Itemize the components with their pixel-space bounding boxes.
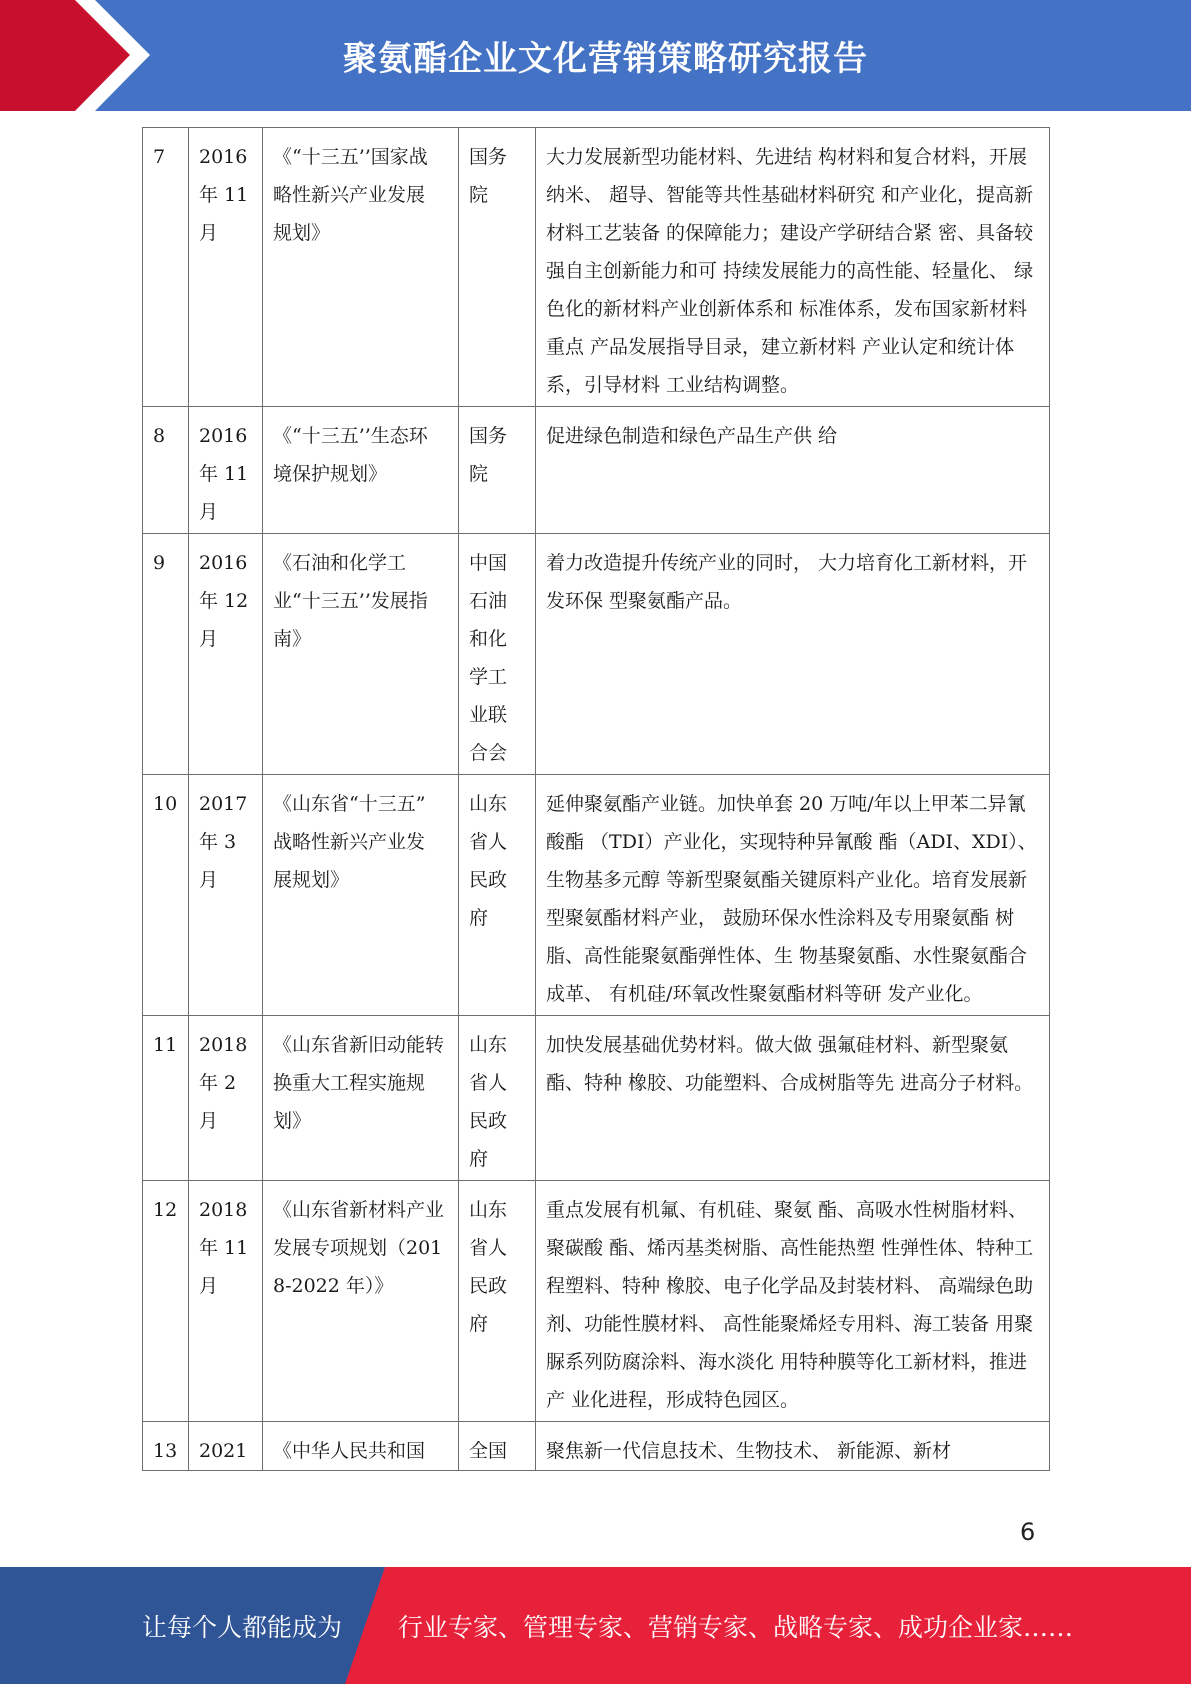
content-cell: 聚焦新一代信息技术、生物技术、 新能源、新材: [536, 1422, 1050, 1471]
content-cell: 着力改造提升传统产业的同时， 大力培育化工新材料，开发环保 型聚氨酯产品。: [536, 534, 1050, 775]
table-row: [143, 534, 1050, 775]
date-cell: 2016 年 12 月: [189, 534, 263, 775]
date-cell: 2016 年 11 月: [189, 407, 263, 534]
row-number-cell: 9: [143, 534, 189, 775]
issuer-cell: 中国石油和化学工业联合会: [459, 534, 536, 775]
document-cell: 《“十三五’’国家战 略性新兴产业发展 规划》: [263, 128, 459, 407]
content-cell: 重点发展有机氟、有机硅、聚氨 酯、高吸水性树脂材料、聚碳酸 酯、烯丙基类树脂、高性能热塑 性弹性体、特种工程塑料、特种 橡胶、电子化学品及封装材料、 高端绿色助剂、功能性膜材料、 高性能聚烯烃专用料、海工装备 用聚脲系列防腐涂料、海水淡化 用特种膜等化工新材料，推进产 业化进程，形成特色园区。: [536, 1181, 1050, 1422]
table-row: [143, 1181, 1050, 1422]
date-cell: 2021: [189, 1422, 263, 1471]
document-cell: 《中华人民共和国: [263, 1422, 459, 1471]
content-cell: 延伸聚氨酯产业链。加快单套 20 万吨/年以上甲苯二异氰酸酯 （TDI）产业化，实现特种异氰酸 酯（ADI、XDI）、生物基多元醇 等新型聚氨酯关键原料产业化。培育发展新型聚氨酯材料产业， 鼓励环保水性涂料及专用聚氨酯 树脂、高性能聚氨酯弹性体、生 物基聚氨酯、水性聚氨酯合成革、 有机硅/环氧改性聚氨酯材料等研 发产业化。: [536, 775, 1050, 1016]
issuer-cell: 山东省人民政府: [459, 1181, 536, 1422]
date-cell: 2016 年 11 月: [189, 128, 263, 407]
issuer-cell: 国务院: [459, 407, 536, 534]
issuer-cell: 山东省人民政府: [459, 1016, 536, 1181]
document-cell: 《山东省新旧动能转换重大工程实施规划》: [263, 1016, 459, 1181]
row-number-cell: 12: [143, 1181, 189, 1422]
row-number-cell: 10: [143, 775, 189, 1016]
table-row: [143, 407, 1050, 534]
date-cell: 2018 年 11 月: [189, 1181, 263, 1422]
row-number-cell: 7: [143, 128, 189, 407]
footer-slogan-right: 行业专家、管理专家、营销专家、战略专家、成功企业家……: [398, 1612, 1074, 1642]
document-cell: 《山东省“十三五” 战略性新兴产业发 展规划》: [263, 775, 459, 1016]
row-number-cell: 13: [143, 1422, 189, 1471]
table-row: [143, 128, 1050, 407]
policy-table: [142, 127, 1050, 1471]
issuer-cell: 国务院: [459, 128, 536, 407]
page-header: [0, 0, 1191, 111]
page-footer: [0, 1567, 1191, 1684]
row-number-cell: 11: [143, 1016, 189, 1181]
footer-slogan-left: 让每个人都能成为: [142, 1612, 343, 1642]
issuer-cell: 山东省人民政府: [459, 775, 536, 1016]
report-title: 聚氨酯企业文化营销策略研究报告: [343, 39, 868, 79]
table-row: [143, 775, 1050, 1016]
issuer-cell: 全国: [459, 1422, 536, 1471]
document-cell: 《山东省新材料产业发展专项规划（2018-2022 年）》: [263, 1181, 459, 1422]
table-row: [143, 1422, 1050, 1471]
row-number-cell: 8: [143, 407, 189, 534]
date-cell: 2018 年 2 月: [189, 1016, 263, 1181]
content-cell: 促进绿色制造和绿色产品生产供 给: [536, 407, 1050, 534]
content-cell: 加快发展基础优势材料。做大做 强氟硅材料、新型聚氨酯、特种 橡胶、功能塑料、合成树脂等先 进高分子材料。: [536, 1016, 1050, 1181]
table-row: [143, 1016, 1050, 1181]
document-cell: 《“十三五’’生态环 境保护规划》: [263, 407, 459, 534]
page-number: 6: [1020, 1518, 1036, 1546]
date-cell: 2017 年 3 月: [189, 775, 263, 1016]
document-cell: 《石油和化学工业“十三五’’发展指南》: [263, 534, 459, 775]
content-cell: 大力发展新型功能材料、先进结 构材料和复合材料，开展纳米、 超导、智能等共性基础材料研究 和产业化，提高新材料工艺装备 的保障能力；建设产学研结合紧 密、具备较强自主创新能力和可 持续发展能力的高性能、轻量化、 绿色化的新材料产业创新体系和 标准体系，发布国家新材料重点 产品发展指导目录，建立新材料 产业认定和统计体系，引导材料 工业结构调整。: [536, 128, 1050, 407]
